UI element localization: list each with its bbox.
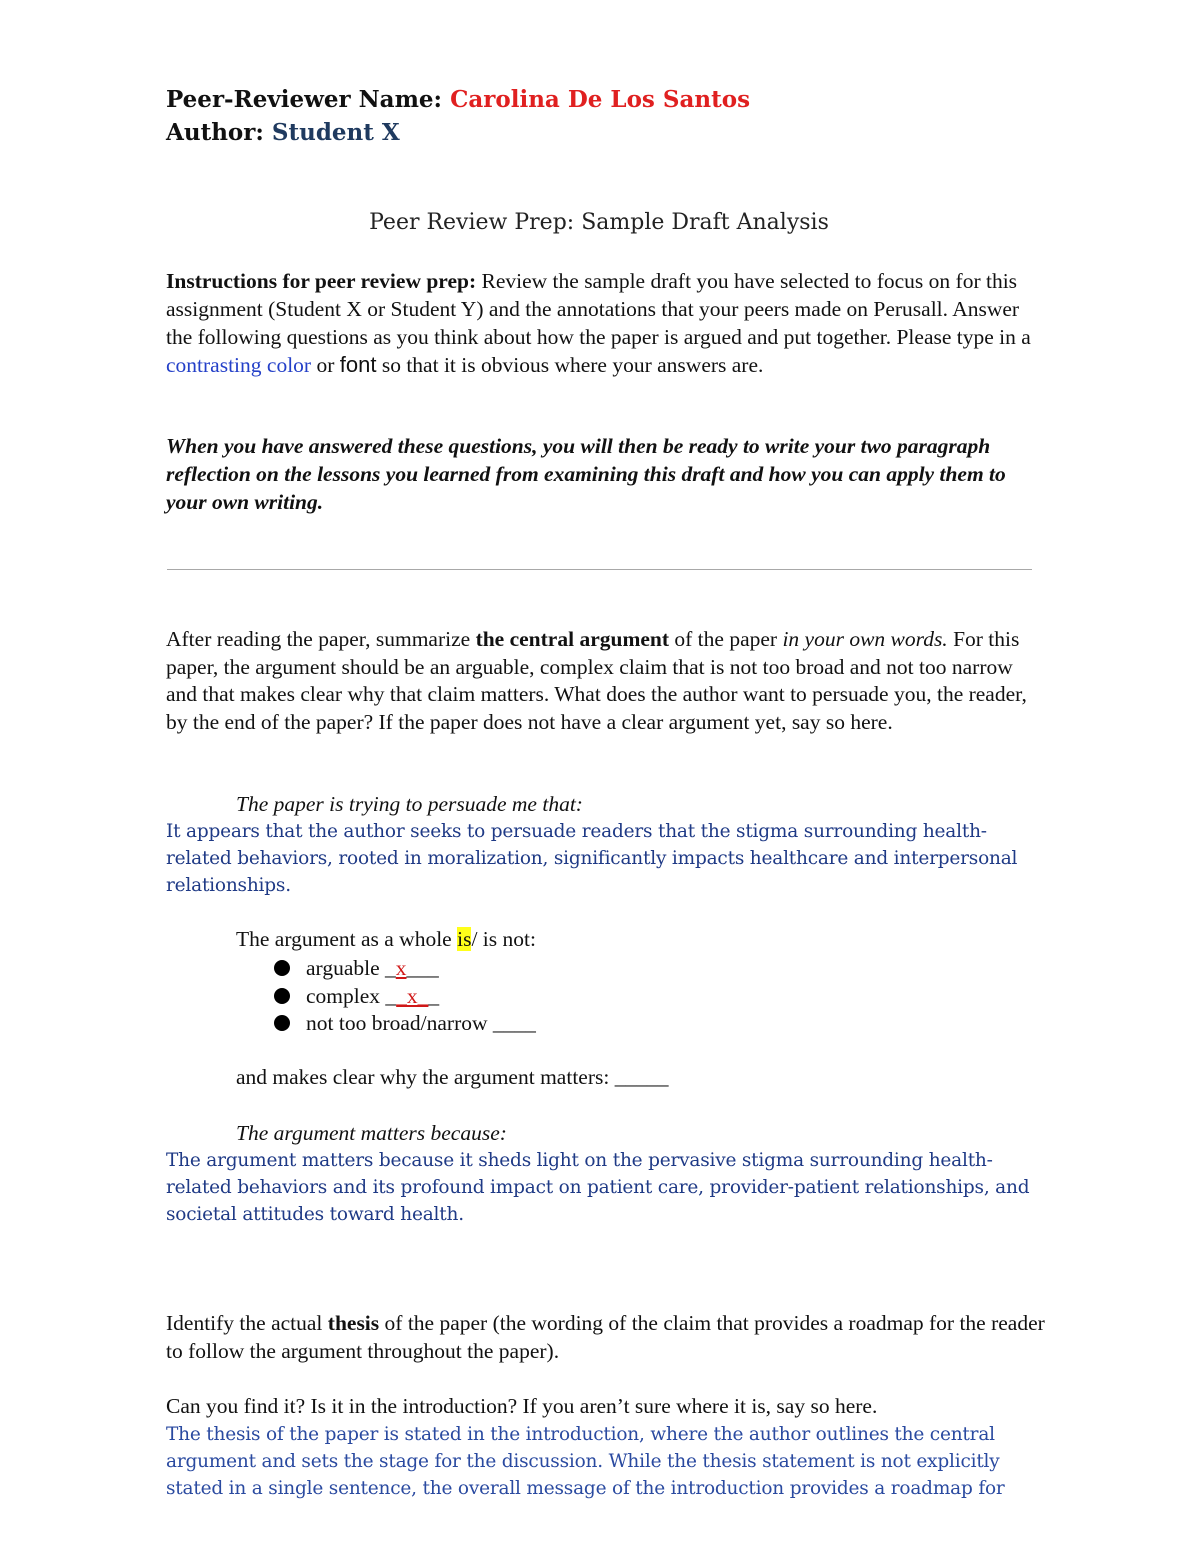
reviewer-line [166,84,1066,116]
argument-whole-line [236,926,1036,954]
thesis-answer: The thesis of the paper is stated in the introduction, where the author outlines the central argument and sets the stage for the discussion. While the thesis statement is not explicitly stated in a single sentence, the overall message of the introduction provides a roadmap for [166,1424,1005,1499]
argument-whole-prefix: The argument as a whole [236,927,458,951]
central-argument-bold: the central argument [475,627,670,651]
reviewer-name: Carolina De Los Santos [450,86,751,113]
checklist-label: arguable [306,956,385,980]
thesis-text-1: Identify the actual [166,1311,328,1335]
checklist-item-breadth: not too broad/narrow ____ [274,1009,536,1037]
instructions-text-1: Review the sample draft you have selected to focus on for this assignment (Student X or Student Y) and the annotations that your peers made on Perusall. Answer the following questions as you think about how the paper is argued and put together. Please type in a [166,269,1031,349]
checklist-mark: _x_ [396,984,429,1008]
font-word: font [339,352,377,377]
author-label: Author: [166,119,264,146]
reflection-note: When you have answered these questions, you will then be ready to write your two paragraph reflection on the lessons you learned from examining this draft and how you can apply them to your own writing. [166,434,1006,514]
matters-line: and makes clear why the argument matters: _____ [236,1065,669,1089]
page-title: Peer Review Prep: Sample Draft Analysis [369,210,829,235]
instructions-paragraph [166,267,1046,379]
checklist-item-complex: complex __x__ [274,982,439,1010]
persuade-answer: It appears that the author seeks to persuade readers that the stigma surrounding health-related behaviors, rooted in moralization, significantly impacts healthcare and interpersonal relationships. [166,821,1018,896]
checklist-label: not too broad/narrow [306,1011,493,1035]
checklist-label: complex [306,984,386,1008]
author-line [166,117,1066,149]
argument-whole-suffix: / is not: [471,927,536,951]
reviewer-label: Peer-Reviewer Name: [166,86,443,113]
bullet-icon [274,988,290,1004]
matters-prompt: The argument matters because: [236,1121,507,1145]
central-argument-text-3: For this paper, the argument should be an arguable, complex claim that is not too broad and not too narrow and that makes clear why that claim matters. What does the author want to persuade you, the reader, by the end of the paper? If the paper does not have a clear argument yet, say so here. [166,627,1027,734]
checklist-mark: x [395,956,407,980]
matters-answer: The argument matters because it sheds light on the pervasive stigma surrounding health-related behaviors and its profound impact on patient care, provider-patient relationships, and societal attitudes toward health. [166,1150,1030,1225]
thesis-question: Can you find it? Is it in the introduction? If you aren’t sure where it is, say so here. [166,1394,878,1418]
checklist-item-arguable: arguable _x___ [274,954,439,982]
argument-is-highlight: is [457,927,472,951]
instructions-or: or [311,353,340,377]
thesis-prompt [166,1310,1046,1365]
thesis-text-2: of the paper (the wording of the claim that provides a roadmap for the reader to follow the argument throughout the paper). [166,1311,1045,1363]
instructions-label: Instructions for peer review prep: [166,269,477,293]
central-argument-text-2: of the paper [669,627,783,651]
bullet-icon [274,1015,290,1031]
bullet-icon [274,960,290,976]
thesis-bold: thesis [327,1311,380,1335]
central-argument-italic: in your own words. [782,627,948,651]
contrasting-color-text: contrasting color [166,353,312,377]
author-name: Student X [271,119,400,146]
central-argument-text-1: After reading the paper, summarize [166,627,476,651]
persuade-prompt: The paper is trying to persuade me that: [236,792,583,816]
central-argument-prompt [166,626,1046,736]
section-divider [167,569,1032,570]
instructions-text-2: so that it is obvious where your answers are. [376,353,764,377]
